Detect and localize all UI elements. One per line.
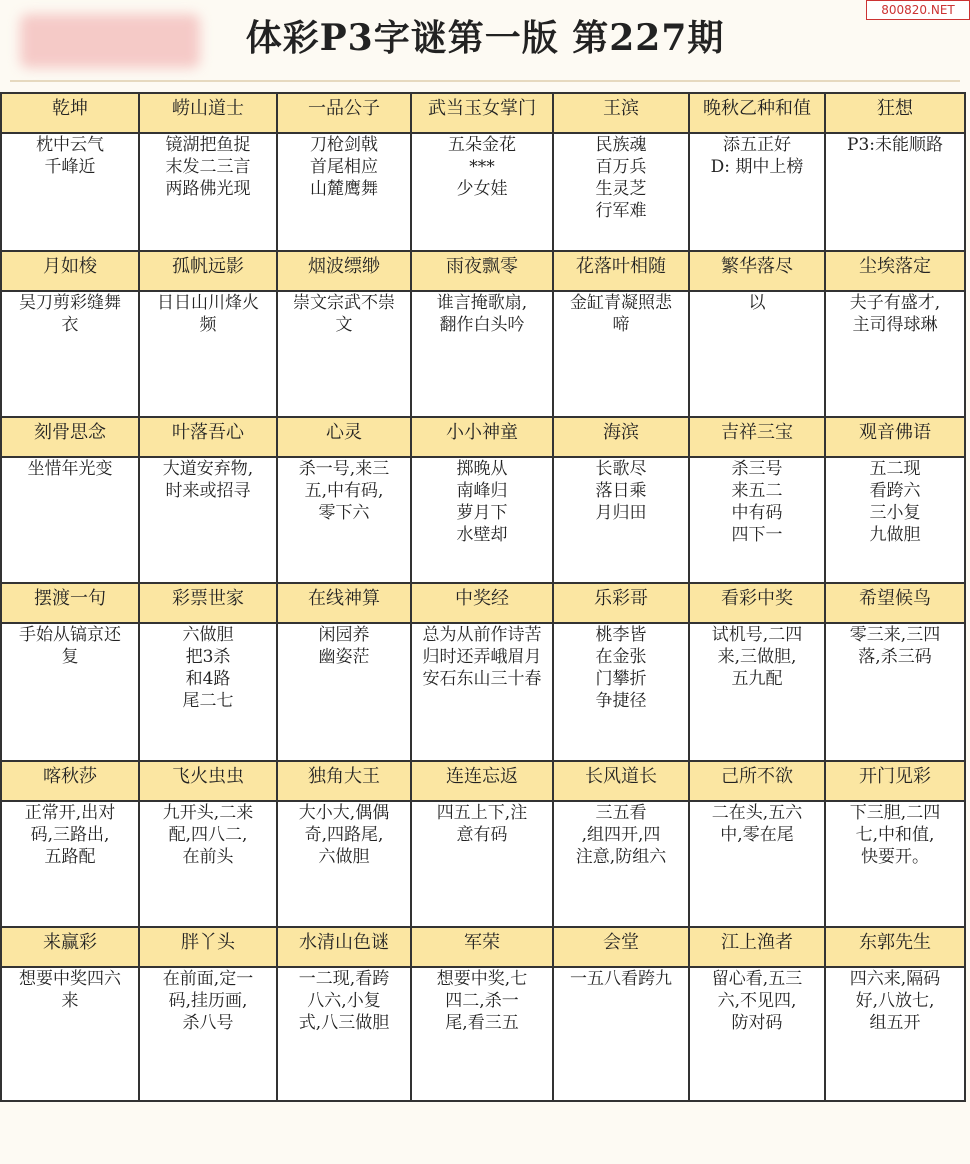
author-name: 看彩中奖 xyxy=(689,583,825,623)
site-watermark: 800820.NET xyxy=(866,0,970,20)
clue-text: 杀一号,来三 五,中有码, 零下六 xyxy=(277,457,411,583)
author-row xyxy=(1,417,965,457)
author-name: 军荣 xyxy=(411,927,553,967)
author-name: 雨夜飘零 xyxy=(411,251,553,291)
clue-text: P3:未能顺路 xyxy=(825,133,965,251)
author-name: 武当玉女掌门 xyxy=(411,93,553,133)
clue-text: 四六来,隔码 好,八放七, 组五开 xyxy=(825,967,965,1101)
header-divider xyxy=(10,80,960,82)
author-row xyxy=(1,927,965,967)
clue-text: 掷晚从 南峰归 萝月下 水壁却 xyxy=(411,457,553,583)
clue-text: 谁言掩歌扇, 翻作白头吟 xyxy=(411,291,553,417)
clue-text: 总为从前作诗苦 归时还弄峨眉月 安石东山三十春 xyxy=(411,623,553,761)
author-name: 繁华落尽 xyxy=(689,251,825,291)
clue-row xyxy=(1,457,965,583)
author-name: 中奖经 xyxy=(411,583,553,623)
author-row xyxy=(1,251,965,291)
puzzle-table xyxy=(0,92,966,1102)
clue-text: 桃李皆 在金张 门攀折 争捷径 xyxy=(553,623,689,761)
author-row xyxy=(1,583,965,623)
author-name: 彩票世家 xyxy=(139,583,277,623)
author-name: 心灵 xyxy=(277,417,411,457)
clue-text: 六做胆 把3杀 和4路 尾二七 xyxy=(139,623,277,761)
clue-text: 枕中云气 千峰近 xyxy=(1,133,139,251)
clue-text: 刀枪剑戟 首尾相应 山麓鹰舞 xyxy=(277,133,411,251)
author-name: 叶落吾心 xyxy=(139,417,277,457)
author-name: 飞火虫虫 xyxy=(139,761,277,801)
clue-text: 试机号,二四 来,三做胆, 五九配 xyxy=(689,623,825,761)
clue-text: 长歌尽 落日乘 月归田 xyxy=(553,457,689,583)
clue-text: 日日山川烽火 频 xyxy=(139,291,277,417)
author-name: 刻骨思念 xyxy=(1,417,139,457)
author-name: 水清山色谜 xyxy=(277,927,411,967)
author-name: 己所不欲 xyxy=(689,761,825,801)
clue-row xyxy=(1,133,965,251)
clue-row xyxy=(1,291,965,417)
author-name: 吉祥三宝 xyxy=(689,417,825,457)
clue-text: 民族魂 百万兵 生灵芝 行军难 xyxy=(553,133,689,251)
author-name: 会堂 xyxy=(553,927,689,967)
clue-text: 夫子有盛才, 主司得球琳 xyxy=(825,291,965,417)
clue-text: 在前面,定一 码,挂历画, 杀八号 xyxy=(139,967,277,1101)
clue-text: 崇文宗武不崇 文 xyxy=(277,291,411,417)
clue-text: 镜湖把鱼捉 末发二三言 两路佛光现 xyxy=(139,133,277,251)
author-name: 开门见彩 xyxy=(825,761,965,801)
clue-text: 一五八看跨九 xyxy=(553,967,689,1101)
author-name: 摆渡一句 xyxy=(1,583,139,623)
author-name: 独角大王 xyxy=(277,761,411,801)
clue-text: 坐惜年光变 xyxy=(1,457,139,583)
author-name: 烟波缥缈 xyxy=(277,251,411,291)
clue-text: 大道安弃物, 时来或招寻 xyxy=(139,457,277,583)
author-row xyxy=(1,93,965,133)
author-name: 观音佛语 xyxy=(825,417,965,457)
page-title: 体彩P3字谜第一版 第227期 xyxy=(245,17,725,59)
author-name: 王滨 xyxy=(553,93,689,133)
author-name: 海滨 xyxy=(553,417,689,457)
author-name: 崂山道士 xyxy=(139,93,277,133)
clue-text: 想要中奖,七 四二,杀一 尾,看三五 xyxy=(411,967,553,1101)
author-name: 一品公子 xyxy=(277,93,411,133)
author-name: 尘埃落定 xyxy=(825,251,965,291)
clue-text: 想要中奖四六 来 xyxy=(1,967,139,1101)
author-name: 江上渔者 xyxy=(689,927,825,967)
author-name: 在线神算 xyxy=(277,583,411,623)
clue-text: 二在头,五六 中,零在尾 xyxy=(689,801,825,927)
author-name: 小小神童 xyxy=(411,417,553,457)
clue-text: 留心看,五三 六,不见四, 防对码 xyxy=(689,967,825,1101)
author-name: 长风道长 xyxy=(553,761,689,801)
author-name: 喀秋莎 xyxy=(1,761,139,801)
author-name: 乾坤 xyxy=(1,93,139,133)
clue-text: 九开头,二来 配,四八二, 在前头 xyxy=(139,801,277,927)
author-name: 乐彩哥 xyxy=(553,583,689,623)
author-name: 来赢彩 xyxy=(1,927,139,967)
author-name: 花落叶相随 xyxy=(553,251,689,291)
clue-text: 闲园养 幽姿茫 xyxy=(277,623,411,761)
author-name: 希望候鸟 xyxy=(825,583,965,623)
clue-row xyxy=(1,967,965,1101)
clue-text: 四五上下,注 意有码 xyxy=(411,801,553,927)
author-name: 晚秋乙种和值 xyxy=(689,93,825,133)
author-name: 胖丫头 xyxy=(139,927,277,967)
clue-text: 大小大,偶偶 奇,四路尾, 六做胆 xyxy=(277,801,411,927)
clue-text: 添五正好 D: 期中上榜 xyxy=(689,133,825,251)
author-name: 狂想 xyxy=(825,93,965,133)
author-name: 连连忘返 xyxy=(411,761,553,801)
clue-row xyxy=(1,623,965,761)
clue-text: 三五看 ,组四开,四 注意,防组六 xyxy=(553,801,689,927)
clue-text: 一二现,看跨 八六,小复 式,八三做胆 xyxy=(277,967,411,1101)
clue-text: 正常开,出对 码,三路出, 五路配 xyxy=(1,801,139,927)
clue-text: 吴刀剪彩缝舞 衣 xyxy=(1,291,139,417)
clue-text: 以 xyxy=(689,291,825,417)
author-name: 孤帆远影 xyxy=(139,251,277,291)
clue-text: 手始从镐京还 复 xyxy=(1,623,139,761)
clue-text: 金缸青凝照悲 啼 xyxy=(553,291,689,417)
clue-text: 杀三号 来五二 中有码 四下一 xyxy=(689,457,825,583)
clue-text: 五朵金花 *** 少女娃 xyxy=(411,133,553,251)
author-name: 月如梭 xyxy=(1,251,139,291)
clue-row xyxy=(1,801,965,927)
author-row xyxy=(1,761,965,801)
clue-text: 下三胆,二四 七,中和值, 快要开。 xyxy=(825,801,965,927)
clue-text: 零三来,三四 落,杀三码 xyxy=(825,623,965,761)
author-name: 东郭先生 xyxy=(825,927,965,967)
clue-text: 五二现 看跨六 三小复 九做胆 xyxy=(825,457,965,583)
